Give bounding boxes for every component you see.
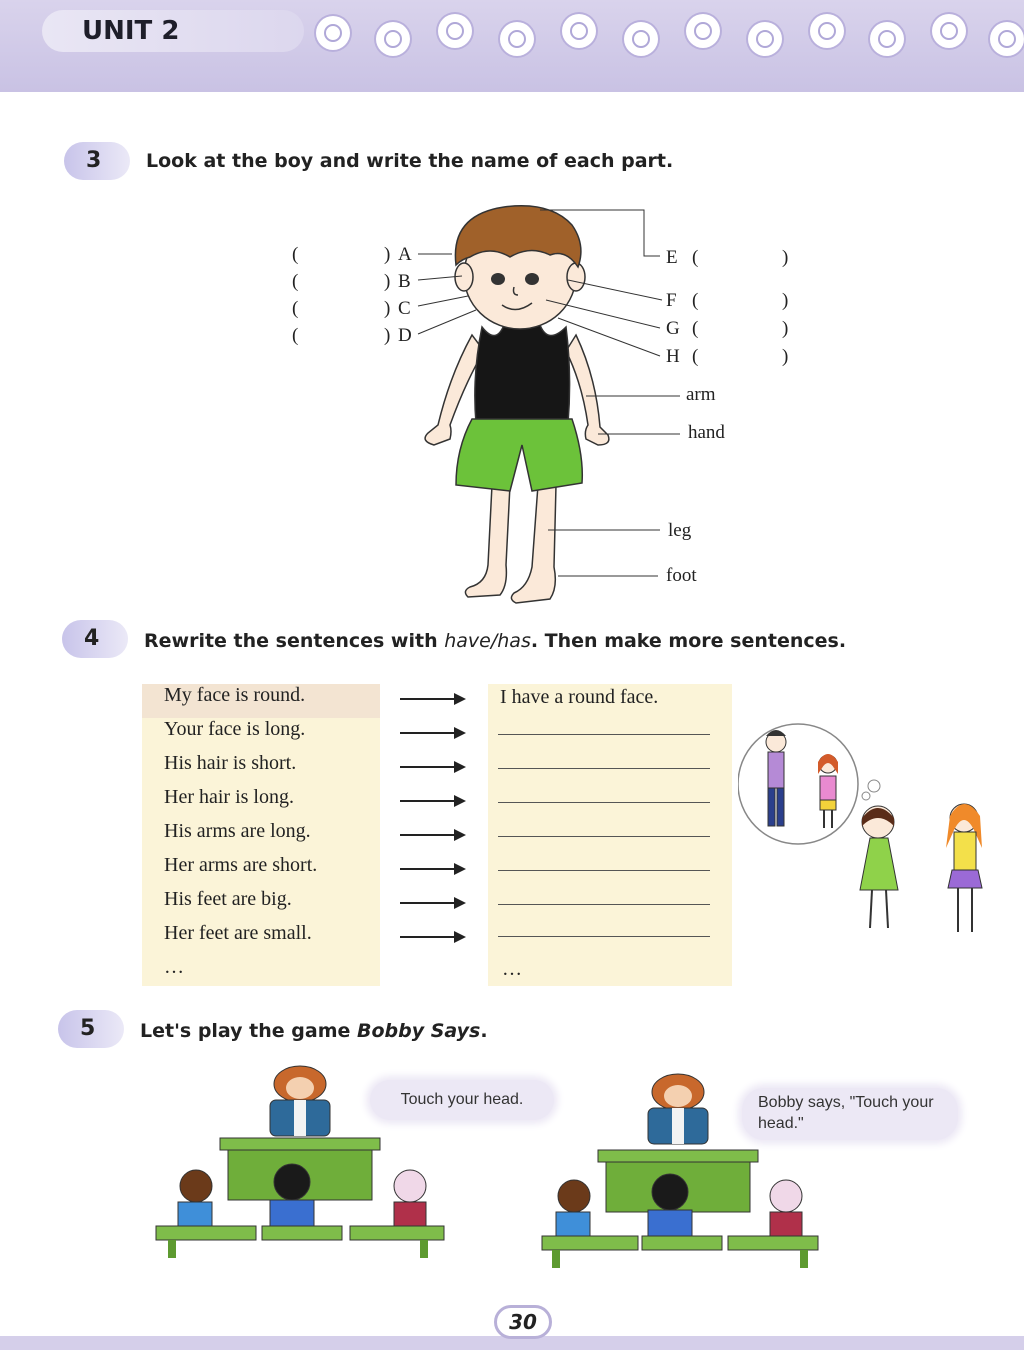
page-number: 30 (494, 1305, 552, 1339)
part-name-hand: hand (688, 422, 725, 443)
section-4-title (144, 630, 846, 652)
section-5-title-end: . (480, 1020, 488, 1042)
paren-open: ( (692, 346, 699, 367)
part-label-b: B (398, 271, 411, 292)
paren-open: ( (692, 318, 699, 339)
part-label-e: E (666, 247, 678, 268)
arrow-right-icon (400, 936, 464, 938)
sentence-1: My face is round. (164, 684, 306, 706)
decoration-circle-icon (438, 14, 472, 48)
sentence-4: Her hair is long. (164, 786, 294, 808)
arrow-right-icon (400, 698, 464, 700)
paren-close: ) (782, 247, 789, 268)
paren-open: ( (292, 271, 299, 292)
answer-line-8[interactable] (498, 936, 710, 937)
part-label-c: C (398, 298, 411, 319)
sentence-8: Her feet are small. (164, 922, 312, 944)
part-label-a: A (398, 244, 412, 265)
children-illustration (738, 718, 994, 944)
decoration-circle-icon (990, 22, 1024, 56)
part-label-f: F (666, 290, 677, 311)
answer-line-7[interactable] (498, 904, 710, 905)
section-4-title-end: . Then make more sentences. (530, 630, 847, 652)
paren-open: ( (292, 298, 299, 319)
paren-open: ( (692, 290, 699, 311)
arrow-right-icon (400, 902, 464, 904)
paren-close: ) (384, 298, 391, 319)
section-5-title-italic: Bobby Says (357, 1020, 481, 1042)
paren-close: ) (782, 290, 789, 311)
decoration-circle-icon (686, 14, 720, 48)
arrow-right-icon (400, 800, 464, 802)
answer-line-3[interactable] (498, 768, 710, 769)
label-leader-lines (390, 200, 690, 590)
section-5-title-start: Let's play the game (140, 1020, 357, 1042)
sentence-7: His feet are big. (164, 888, 292, 910)
example-answer: I have a round face. (500, 686, 659, 708)
decoration-circle-icon (376, 22, 410, 56)
answer-line-4[interactable] (498, 802, 710, 803)
paren-close: ) (782, 346, 789, 367)
speech-bubble-left: Touch your head. (370, 1080, 554, 1120)
answers-panel (488, 684, 732, 986)
decoration-circle-icon (932, 14, 966, 48)
section-3-title: Look at the boy and write the name of each part. (146, 150, 674, 172)
part-name-arm: arm (686, 384, 716, 405)
arrow-right-icon (400, 766, 464, 768)
answers-ellipsis: … (502, 958, 522, 980)
decoration-circle-icon (748, 22, 782, 56)
section-5-title (140, 1020, 488, 1042)
decoration-circle-icon (562, 14, 596, 48)
sentence-5: His arms are long. (164, 820, 311, 842)
paren-close: ) (384, 271, 391, 292)
sentence-2: Your face is long. (164, 718, 306, 740)
part-name-foot: foot (666, 565, 697, 586)
answer-line-6[interactable] (498, 870, 710, 871)
unit-title: UNIT 2 (82, 16, 180, 46)
part-label-g: G (666, 318, 680, 339)
decoration-circle-icon (624, 22, 658, 56)
sentence-3: His hair is short. (164, 752, 297, 774)
paren-close: ) (384, 325, 391, 346)
section-4-title-start: Rewrite the sentences with (144, 630, 445, 652)
answer-line-5[interactable] (498, 836, 710, 837)
paren-open: ( (292, 244, 299, 265)
arrow-right-icon (400, 834, 464, 836)
paren-close: ) (782, 318, 789, 339)
section-5-number: 5 (58, 1010, 124, 1048)
part-name-leg: leg (668, 520, 692, 541)
arrow-right-icon (400, 732, 464, 734)
decoration-circle-icon (810, 14, 844, 48)
arrow-right-icon (400, 868, 464, 870)
decoration-circle-icon (500, 22, 534, 56)
decoration-circle-icon (870, 22, 904, 56)
paren-close: ) (384, 244, 391, 265)
section-4-title-italic: have/has (444, 630, 531, 652)
header-decoration-circles (312, 14, 1024, 58)
decoration-circle-icon (316, 16, 350, 50)
section-3-number: 3 (64, 142, 130, 180)
paren-open: ( (292, 325, 299, 346)
part-label-h: H (666, 346, 680, 367)
part-label-d: D (398, 325, 412, 346)
paren-open: ( (692, 247, 699, 268)
sentence-6: Her arms are short. (164, 854, 318, 876)
answer-line-2[interactable] (498, 734, 710, 735)
sentences-ellipsis: … (164, 956, 184, 978)
speech-bubble-right: Bobby says, "Touch your head." (742, 1088, 958, 1140)
section-4-number: 4 (62, 620, 128, 658)
